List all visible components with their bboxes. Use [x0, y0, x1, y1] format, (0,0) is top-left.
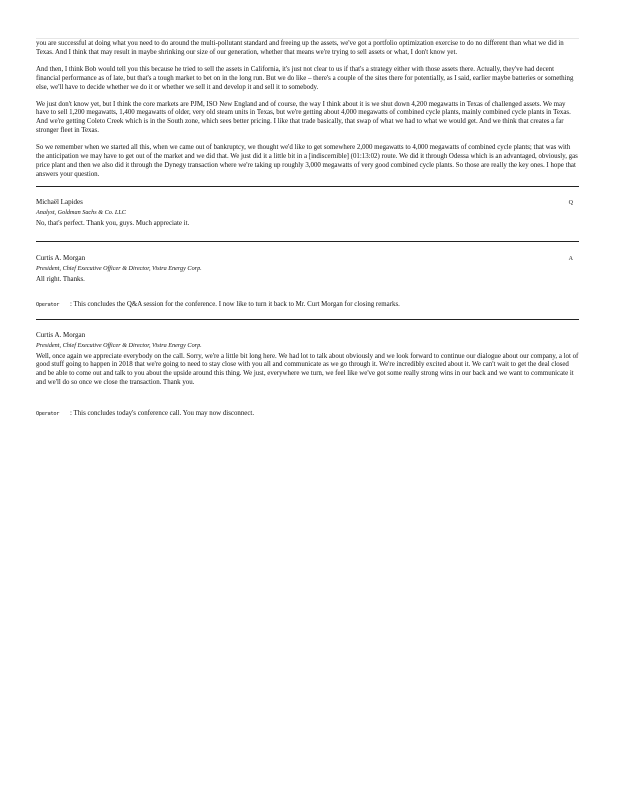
speaker-text: No, that's perfect. Thank you, guys. Much appreciate it.	[36, 219, 190, 227]
answer-marker: A	[568, 255, 573, 262]
speaker-block-closing	[36, 320, 579, 411]
operator-label: Operator	[36, 411, 60, 418]
speaker-text: Well, once again we appreciate everybody on the call. Sorry, we're a little bit long here. We had lot to talk about obviously and we look forward to continue our dialogue about our company, a lot of good stuff going to happen in 2018 that we're going to need to stay close with you all and communicate as we go through it. We're incredibly excited about it. We can't wait to get the deal closed and be able to come out and talk to you about the upside around this thing. We just, everywhere we turn, we feel like we've got some really strong wins in our back and we want to communicate it and we'll do so once we close the transaction. Thank you.	[36, 352, 579, 387]
speaker-block-lapides	[36, 187, 579, 241]
speaker-name: Curtis A. Morgan	[36, 253, 86, 262]
speaker-title: President, Chief Executive Officer & Director, Vistra Energy Corp.	[36, 264, 202, 272]
speaker-text: All right. Thanks.	[36, 275, 85, 283]
operator-text: : This concludes the Q&A session for the conference. I now like to turn it back to Mr. Curt Morgan for closing remarks.	[70, 300, 400, 308]
speaker-name: Curtis A. Morgan	[36, 330, 86, 339]
operator-text: : This concludes today's conference call. You may now disconnect.	[70, 410, 255, 418]
paragraph-3: We just don't know yet, but I think the core markets are PJM, ISO New England and of course, the way I think about it is we shut down 4,200 megawatts in Texas of challenged assets. We may have to sell 1,200 megawatts, 1,400 megawatts of older, very old steam units in Texas, but we're getting about 4,000 megawatts of combined cycle plants, mainly combined cycle plants in Texas. And we're getting Coleto Creek which is in the South zone, which sees better pricing. I like that trade basically, that swap of what we had to what we would get. And we think that creates a far stronger fleet in Texas.	[36, 100, 571, 135]
paragraph-2: And then, I think Bob would tell you this because he tried to sell the assets in California, it's just not clear to us if that's a strategy either with those assets there. Actually, they've had decent financial performance as of late, but that's a tough market to bet on in the long run. But we do like – there's a couple of the sites there for potentially, as I said, earlier maybe batteries or something else, we'll have to decide whether we do it or whether we sell it and develop it and sell it to somebody.	[36, 65, 574, 91]
speaker-name: Michaël Lapides	[36, 197, 83, 206]
paragraph-1: you are successful at doing what you need to do around the multi-pollutant standard and freeing up the assets, we've got a portfolio optimization exercise to do no different than what we did in Texas. And I think that may result in maybe shrinking our size of our generation, whether that means we're trying to sell assets or what, I don't know yet.	[36, 40, 564, 56]
top-divider	[36, 38, 579, 39]
operator-label: Operator	[36, 301, 60, 308]
operator-disconnect	[36, 410, 579, 419]
transcript-page	[36, 40, 579, 419]
speaker-block-morgan	[36, 242, 579, 301]
paragraph-4: So we remember when we started all this, when we came out of bankruptcy, we thought we'd like to get somewhere 2,000 megawatts to 4,000 megawatts of combined cycle plants; that was with the anticipation we may have to get out of the market and we did that. We just did it a little bit in a [indiscernible] (01:13:02) route. We did it through Odessa which is an advantaged, obviously, gas price plant and then we also did it through the Dynegy transaction where we're taking up roughly 3,000 megawatts of very good combined cycle plants. So those are really the key ones. I hope that answers your question.	[36, 144, 578, 178]
operator-closing-qa	[36, 301, 579, 310]
speaker-title: Analyst, Goldman Sachs & Co. LLC	[36, 208, 126, 216]
question-marker: Q	[568, 199, 573, 206]
speaker-title: President, Chief Executive Officer & Director, Vistra Energy Corp.	[36, 341, 202, 349]
